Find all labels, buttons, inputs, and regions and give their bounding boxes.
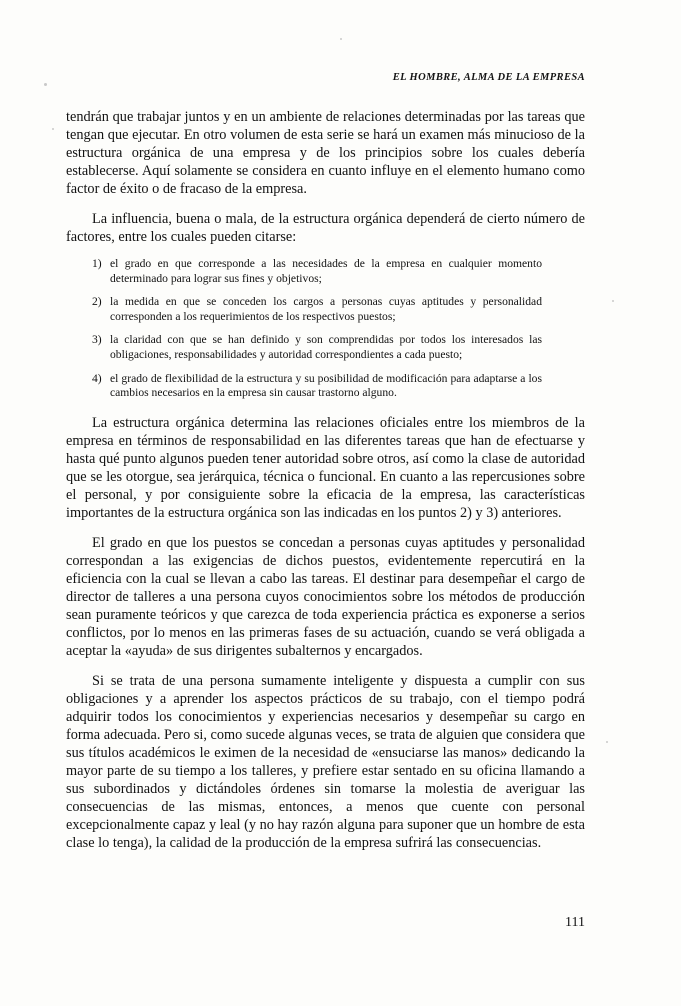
paragraph: tendrán que trabajar juntos y en un ambiente de relaciones determinadas por las tareas que tengan que ejecutar. En otro volumen de esta serie se hará un examen más minucioso de la estructura orgánica de una empresa y de los principios sobre los cuales debería establecerse. Aquí solamente se considera en cuanto influye en el elemento humano como factor de éxito o de fracaso de la empresa.: [66, 109, 585, 197]
list-item: [66, 295, 542, 324]
list-item-marker: 2): [92, 295, 102, 309]
paragraph: Si se trata de una persona sumamente inteligente y dispuesta a cumplir con sus obligaciones y a aprender los aspectos prácticos de su trabajo, con el tiempo podrá adquirir todos los conocimientos y experiencias necesarios y desempeñar su cargo en forma adecuada. Pero si, como sucede algunas veces, se trata de alguien que considera que sus títulos académicos le eximen de la necesidad de «ensuciarse las manos» dedicando la mayor parte de su tiempo a los talleres, y prefiere estar sentado en su oficina llamando a sus subordinados y dictándoles órdenes sin tomarse la molestia de averiguar las consecuencias de las mismas, entonces, a menos que cuente con personal excepcionalmente capaz y leal (y no hay razón alguna para suponer que un hombre de esta clase lo tenga), la calidad de la producción de la empresa sufrirá las consecuencias.: [66, 672, 585, 851]
scan-speck: [340, 38, 342, 40]
scan-speck: [606, 741, 608, 743]
list-item-marker: 1): [92, 257, 102, 270]
list-item-text: la claridad con que se han definido y son comprendidas por todos los interesados las obligaciones, responsabilidades y autoridad correspondientes a cada puesto;: [110, 333, 542, 361]
list-item: [66, 372, 542, 401]
paragraph: La estructura orgánica determina las relaciones oficiales entre los miembros de la empresa en términos de responsabilidad en las diferentes tareas que han de efectuarse y hasta qué punto algunos pueden tener autoridad sobre otros, así como la clase de autoridad que se les otorgue, sea jerárquica, técnica o funcional. En cuanto a las repercusiones sobre el personal, y por consiguiente sobre la eficacia de la empresa, las características importantes de la estructura orgánica son las indicadas en los puntos 2) y 3) anteriores.: [66, 414, 585, 521]
paragraph: La influencia, buena o mala, de la estructura orgánica dependerá de cierto número de factores, entre los cuales pueden citarse:: [66, 211, 585, 245]
list-item-text: la medida en que se conceden los cargos a personas cuyas aptitudes y personalidad corresponden a los requerimientos de los respectivos puestos;: [110, 295, 542, 323]
scan-speck: [44, 83, 47, 86]
list-item-text: el grado en que corresponde a las necesidades de la empresa en cualquier momento determinado para lograr sus fines y objetivos;: [110, 257, 542, 285]
paragraph: El grado en que los puestos se concedan a personas cuyas aptitudes y personalidad correspondan a las exigencias de dichos puestos, evidentemente repercutirá en la eficiencia con la cual se llevan a cabo las tareas. El destinar para desempeñar el cargo de director de talleres a una persona cuyos conocimientos sobre los métodos de producción sean puramente teóricos y que carezca de toda experiencia práctica es exponerse a serios conflictos, por lo menos en las primeras fases de su actuación, cuando se verá obligada a aceptar la «ayuda» de sus dirigentes subalternos y encargados.: [66, 534, 585, 659]
scan-speck: [52, 128, 54, 130]
running-head: EL HOMBRE, ALMA DE LA EMPRESA: [392, 72, 585, 83]
list-item-text: el grado de flexibilidad de la estructura y su posibilidad de modificación para adaptarse a los cambios necesarios en la empresa sin causar trastorno alguno.: [110, 371, 542, 400]
page-body: [66, 108, 585, 852]
list-item-marker: 3): [92, 333, 102, 347]
list-item: [66, 257, 542, 286]
numbered-list: [66, 257, 585, 401]
list-item-marker: 4): [92, 371, 102, 385]
list-item: [66, 333, 542, 362]
scan-speck: [612, 300, 614, 302]
page-number: 111: [565, 915, 585, 930]
